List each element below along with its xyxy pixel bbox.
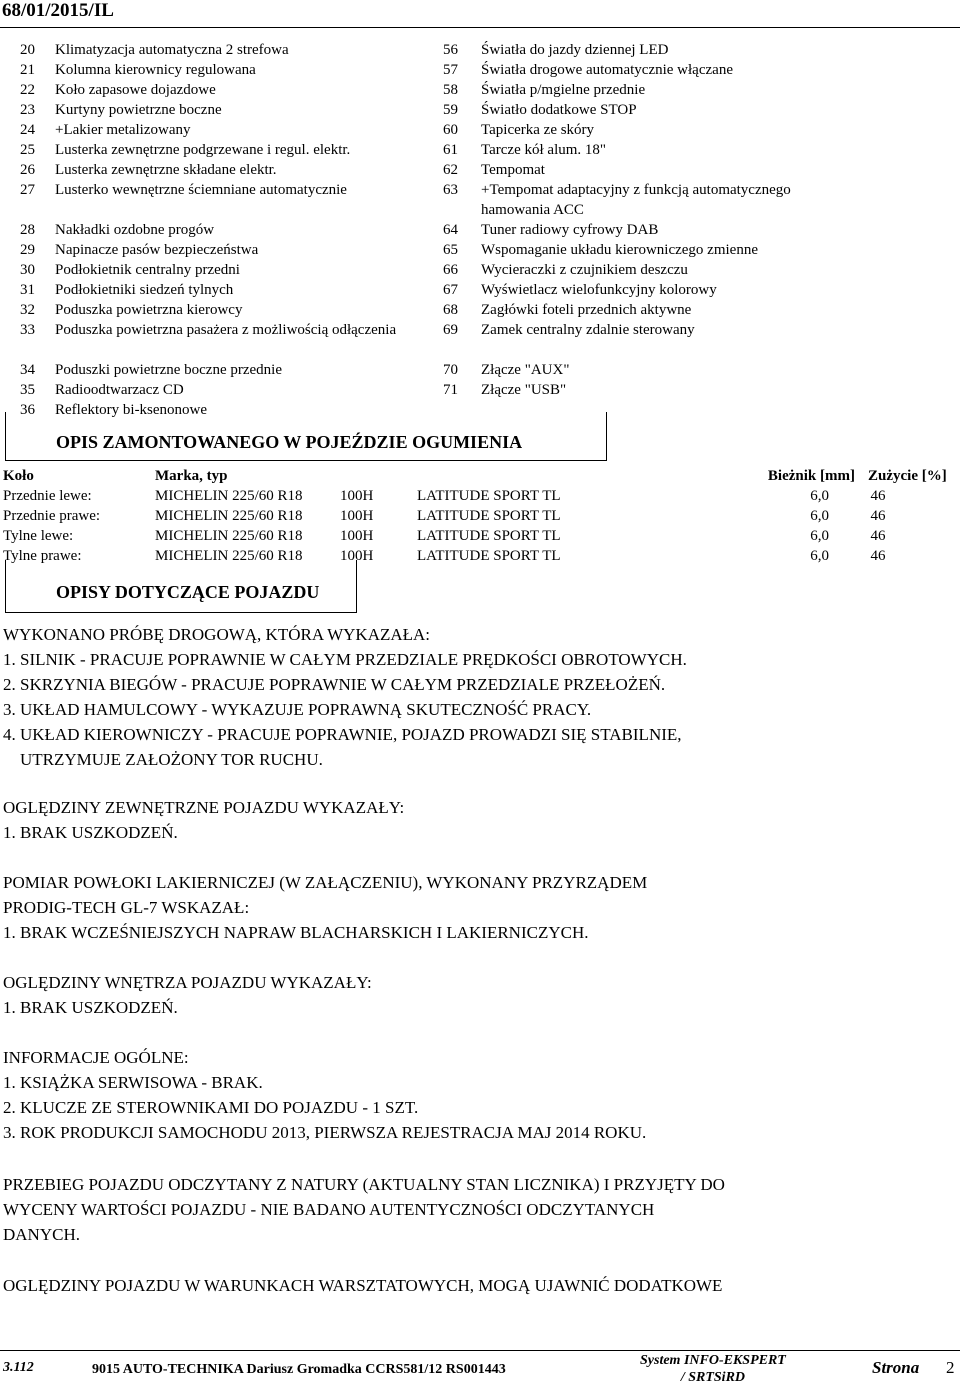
equipment-item xyxy=(443,300,958,320)
paragraph-line: INFORMACJE OGÓLNE: xyxy=(3,1048,189,1067)
tire-brand: MICHELIN 225/60 R18 xyxy=(155,528,303,544)
paragraph-line: DANYCH. xyxy=(3,1225,80,1244)
tire-model: LATITUDE SPORT TL xyxy=(417,528,561,544)
tires-header-row xyxy=(3,466,958,486)
tire-model: LATITUDE SPORT TL xyxy=(417,488,561,504)
equipment-number: 20 xyxy=(20,42,35,58)
equipment-number: 60 xyxy=(443,122,458,138)
equipment-number: 35 xyxy=(20,382,35,398)
equipment-item xyxy=(20,80,430,100)
table-row xyxy=(3,526,958,546)
equipment-item xyxy=(443,240,958,260)
equipment-item xyxy=(20,100,430,120)
equipment-label: Kolumna kierownicy regulowana xyxy=(55,62,256,78)
equipment-label: Złącze "USB" xyxy=(481,382,567,398)
header-tread: Bieżnik [mm] xyxy=(767,468,855,484)
equipment-item xyxy=(20,360,430,380)
equipment-item xyxy=(20,60,430,80)
equipment-number: 33 xyxy=(20,322,35,338)
header-wear: Zużycie [%] xyxy=(868,468,947,484)
equipment-number: 25 xyxy=(20,142,35,158)
paragraph-line: PRZEBIEG POJAZDU ODCZYTANY Z NATURY (AKTUALNY STAN LICZNIKA) I PRZYJĘTY DO xyxy=(3,1175,725,1194)
equipment-label: Kurtyny powietrzne boczne xyxy=(55,102,222,118)
equipment-item xyxy=(20,240,430,260)
equipment-label: Wyświetlacz wielofunkcyjny kolorowy xyxy=(481,282,717,298)
equipment-label: Napinacze pasów bezpieczeństwa xyxy=(55,242,259,258)
equipment-label: +Lakier metalizowany xyxy=(55,122,191,138)
paragraph-line: OGLĘDZINY POJAZDU W WARUNKACH WARSZTATOWYCH, MOGĄ UJAWNIĆ DODATKOWE xyxy=(3,1276,723,1295)
paragraph-line: 1. BRAK USZKODZEŃ. xyxy=(3,823,178,842)
equipment-item xyxy=(20,220,430,240)
equipment-label: Złącze "AUX" xyxy=(481,362,570,378)
equipment-item xyxy=(443,320,958,360)
equipment-number: 64 xyxy=(443,222,458,238)
equipment-number: 62 xyxy=(443,162,458,178)
equipment-number: 63 xyxy=(443,182,458,198)
tire-index: 100H xyxy=(340,548,374,564)
equipment-label: Poduszki powietrzne boczne przednie xyxy=(55,362,282,378)
tire-tread: 6,0 xyxy=(810,548,829,564)
paragraph-line: PRODIG-TECH GL-7 WSKAZAŁ: xyxy=(3,898,250,917)
equipment-item xyxy=(443,280,958,300)
tire-brand: MICHELIN 225/60 R18 xyxy=(155,508,303,524)
equipment-number: 68 xyxy=(443,302,458,318)
equipment-label: Reflektory bi-ksenonowe xyxy=(55,402,208,418)
footer-system-line2: / SRTSiRD xyxy=(680,1370,746,1385)
equipment-label: Klimatyzacja automatyczna 2 strefowa xyxy=(55,42,289,58)
equipment-label: Koło zapasowe dojazdowe xyxy=(55,82,216,98)
tire-wheel: Przednie prawe: xyxy=(3,508,101,524)
paragraph-line: 1. KSIĄŻKA SERWISOWA - BRAK. xyxy=(3,1073,263,1092)
tire-tread: 6,0 xyxy=(810,528,829,544)
vehicle-heading: OPISY DOTYCZĄCE POJAZDU xyxy=(56,582,320,602)
equipment-item xyxy=(20,140,430,160)
tire-wear: 46 xyxy=(870,508,886,524)
equipment-item xyxy=(443,380,958,400)
paragraph-line: 2. SKRZYNIA BIEGÓW - PRACUJE POPRAWNIE W CAŁYM PRZEDZIALE PRZEŁOŻEŃ. xyxy=(3,675,666,694)
tire-model: LATITUDE SPORT TL xyxy=(417,508,561,524)
footer-system xyxy=(640,1352,786,1386)
paragraph-line: WYKONANO PRÓBĘ DROGOWĄ, KTÓRA WYKAZAŁA: xyxy=(3,625,431,644)
paragraph xyxy=(3,795,953,845)
equipment-number: 32 xyxy=(20,302,35,318)
equipment-item xyxy=(443,80,958,100)
paragraph-line: 1. BRAK WCZEŚNIEJSZYCH NAPRAW BLACHARSKICH I LAKIERNICZYCH. xyxy=(3,923,589,942)
equipment-item xyxy=(20,180,430,220)
paragraph-line: 4. UKŁAD KIEROWNICZY - PRACUJE POPRAWNIE, POJAZD PROWADZI SIĘ STABILNIE, xyxy=(3,725,682,744)
equipment-label: Wycieraczki z czujnikiem deszczu xyxy=(481,262,688,278)
equipment-number: 61 xyxy=(443,142,458,158)
equipment-label: Podłokietnik centralny przedni xyxy=(55,262,240,278)
footer-system-line1: System INFO-EKSPERT xyxy=(640,1353,786,1368)
equipment-item xyxy=(443,40,958,60)
equipment-item xyxy=(20,320,430,360)
equipment-number: 34 xyxy=(20,362,35,378)
equipment-label: Światło dodatkowe STOP xyxy=(481,102,637,118)
equipment-item xyxy=(443,260,958,280)
equipment-label: Lusterka zewnętrzne podgrzewane i regul. elektr. xyxy=(55,142,351,158)
header-brand: Marka, typ xyxy=(155,468,228,484)
equipment-label: Światła p/mgielne przednie xyxy=(481,82,646,98)
equipment-number: 29 xyxy=(20,242,35,258)
equipment-item xyxy=(443,160,958,180)
tire-tread: 6,0 xyxy=(810,488,829,504)
paragraph xyxy=(3,1045,953,1145)
equipment-list-right xyxy=(443,40,958,400)
equipment-label: Światła drogowe automatycznie włączane xyxy=(481,62,733,78)
equipment-number: 30 xyxy=(20,262,35,278)
table-row xyxy=(3,506,958,526)
paragraph-line: 1. SILNIK - PRACUJE POPRAWNIE W CAŁYM PRZEDZIALE PRĘDKOŚCI OBROTOWYCH. xyxy=(3,650,687,669)
paragraph-line: 1. BRAK USZKODZEŃ. xyxy=(3,998,178,1017)
top-divider xyxy=(0,27,960,28)
equipment-number: 56 xyxy=(443,42,458,58)
equipment-number: 67 xyxy=(443,282,458,298)
footer-page-label: Strona xyxy=(872,1358,920,1377)
paragraph xyxy=(3,1172,953,1247)
equipment-number: 59 xyxy=(443,102,458,118)
tire-wear: 46 xyxy=(870,528,886,544)
equipment-item xyxy=(20,380,430,400)
equipment-item xyxy=(20,160,430,180)
equipment-label: Wspomaganie układu kierowniczego zmienne xyxy=(481,242,758,258)
equipment-label: Radioodtwarzacz CD xyxy=(55,382,184,398)
equipment-item xyxy=(443,360,958,380)
tires-heading: OPIS ZAMONTOWANEGO W POJEŹDZIE OGUMIENIA xyxy=(56,432,523,452)
equipment-item xyxy=(20,300,430,320)
tire-brand: MICHELIN 225/60 R18 xyxy=(155,548,303,564)
equipment-number: 22 xyxy=(20,82,35,98)
document-id: 68/01/2015/IL xyxy=(2,0,114,21)
paragraph xyxy=(3,870,953,945)
tires-table xyxy=(3,466,958,566)
equipment-label: Lusterka zewnętrzne składane elektr. xyxy=(55,162,277,178)
equipment-item xyxy=(443,180,958,220)
tire-wheel: Tylne lewe: xyxy=(3,528,74,544)
tire-wear: 46 xyxy=(870,548,886,564)
equipment-number: 65 xyxy=(443,242,458,258)
equipment-number: 36 xyxy=(20,402,35,418)
tire-index: 100H xyxy=(340,488,374,504)
equipment-label: Lusterko wewnętrzne ściemniane automatycznie xyxy=(55,182,347,198)
paragraph-line: 3. ROK PRODUKCJI SAMOCHODU 2013, PIERWSZA REJESTRACJA MAJ 2014 ROKU. xyxy=(3,1123,647,1142)
equipment-number: 57 xyxy=(443,62,458,78)
paragraph-line: UTRZYMUJE ZAŁOŻONY TOR RUCHU. xyxy=(3,750,323,769)
tire-wheel: Tylne prawe: xyxy=(3,548,82,564)
tire-tread: 6,0 xyxy=(810,508,829,524)
table-row xyxy=(3,486,958,506)
equipment-item xyxy=(443,220,958,240)
equipment-label: Tarcze kół alum. 18" xyxy=(481,142,607,158)
equipment-number: 66 xyxy=(443,262,458,278)
equipment-label: Podłokietniki siedzeń tylnych xyxy=(55,282,234,298)
paragraph-line: OGLĘDZINY ZEWNĘTRZNE POJAZDU WYKAZAŁY: xyxy=(3,798,405,817)
equipment-item xyxy=(443,140,958,160)
paragraph xyxy=(3,970,953,1020)
equipment-number: 27 xyxy=(20,182,35,198)
equipment-label: Poduszka powietrzna pasażera z możliwością odłączenia xyxy=(55,322,397,338)
equipment-number: 24 xyxy=(20,122,35,138)
equipment-item xyxy=(443,120,958,140)
equipment-label: Tuner radiowy cyfrowy DAB xyxy=(481,222,659,238)
tire-index: 100H xyxy=(340,528,374,544)
paragraph-line: OGLĘDZINY WNĘTRZA POJAZDU WYKAZAŁY: xyxy=(3,973,372,992)
equipment-label: Tapicerka ze skóry xyxy=(481,122,595,138)
paragraph-line: 3. UKŁAD HAMULCOWY - WYKAZUJE POPRAWNĄ SKUTECZNOŚĆ PRACY. xyxy=(3,700,592,719)
equipment-item xyxy=(443,60,958,80)
paragraph-line: 2. KLUCZE ZE STEROWNIKAMI DO POJAZDU - 1 SZT. xyxy=(3,1098,419,1117)
tire-index: 100H xyxy=(340,508,374,524)
equipment-label: Tempomat xyxy=(481,162,545,178)
footer-page-number: 2 xyxy=(946,1358,955,1377)
equipment-label: +Tempomat adaptacyjny z funkcją automatycznego hamowania ACC xyxy=(481,182,791,218)
footer-divider xyxy=(0,1350,960,1351)
tire-wheel: Przednie lewe: xyxy=(3,488,92,504)
equipment-item xyxy=(20,120,430,140)
equipment-number: 69 xyxy=(443,322,458,338)
equipment-number: 58 xyxy=(443,82,458,98)
paragraph-line: WYCENY WARTOŚCI POJAZDU - NIE BADANO AUTENTYCZNOŚCI ODCZYTANYCH xyxy=(3,1200,655,1219)
paragraph xyxy=(3,622,953,772)
paragraph-line: POMIAR POWŁOKI LAKIERNICZEJ (W ZAŁĄCZENIU), WYKONANY PRZYRZĄDEM xyxy=(3,873,648,892)
tire-wear: 46 xyxy=(870,488,886,504)
tires-rows xyxy=(3,486,958,566)
equipment-number: 70 xyxy=(443,362,458,378)
equipment-label: Zagłówki foteli przednich aktywne xyxy=(481,302,692,318)
tire-model: LATITUDE SPORT TL xyxy=(417,548,561,564)
equipment-item xyxy=(20,40,430,60)
equipment-item xyxy=(20,260,430,280)
footer-version: 3.112 xyxy=(3,1360,34,1375)
equipment-list-left xyxy=(20,40,430,420)
paragraph xyxy=(3,1273,953,1298)
footer-company: 9015 AUTO-TECHNIKA Dariusz Gromadka CCRS581/12 RS001443 xyxy=(92,1362,506,1377)
equipment-label: Nakładki ozdobne progów xyxy=(55,222,215,238)
equipment-number: 31 xyxy=(20,282,35,298)
equipment-number: 21 xyxy=(20,62,35,78)
header-wheel: Koło xyxy=(3,468,34,484)
equipment-label: Poduszka powietrzna kierowcy xyxy=(55,302,243,318)
equipment-number: 26 xyxy=(20,162,35,178)
equipment-number: 23 xyxy=(20,102,35,118)
equipment-item xyxy=(20,280,430,300)
equipment-label: Światła do jazdy dziennej LED xyxy=(481,42,669,58)
equipment-number: 28 xyxy=(20,222,35,238)
equipment-number: 71 xyxy=(443,382,458,398)
tire-brand: MICHELIN 225/60 R18 xyxy=(155,488,303,504)
equipment-item xyxy=(443,100,958,120)
equipment-label: Zamek centralny zdalnie sterowany xyxy=(481,322,695,338)
